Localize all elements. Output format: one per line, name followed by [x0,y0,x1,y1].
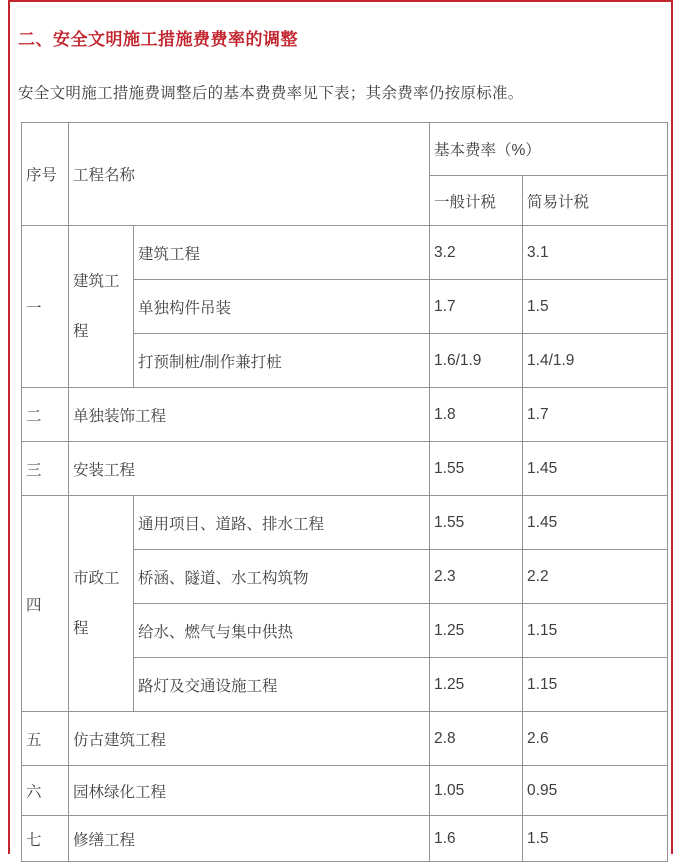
table-row [22,816,668,862]
simple-rate-cell: 1.15 [523,604,668,658]
general-rate-cell: 2.3 [430,550,523,604]
general-rate-cell: 3.2 [430,226,523,280]
name-cell: 园林绿化工程 [69,766,430,816]
intro-text: 安全文明施工措施费调整后的基本费费率见下表；其余费率仍按原标准。 [18,85,524,102]
group-cell: 市政工程 [69,496,134,712]
simple-rate-cell: 1.5 [523,816,668,862]
simple-rate-cell: 1.45 [523,496,668,550]
simple-rate-cell: 2.6 [523,712,668,766]
table-row [22,496,668,550]
table-header-row-1 [22,123,668,176]
general-rate-cell: 1.55 [430,496,523,550]
general-rate-cell: 1.7 [430,280,523,334]
serial-cell: 七 [22,816,69,862]
simple-rate-cell: 0.95 [523,766,668,816]
general-rate-cell: 1.8 [430,388,523,442]
general-rate-cell: 1.6/1.9 [430,334,523,388]
table-row [22,388,668,442]
page-frame [8,0,673,854]
serial-cell: 三 [22,442,69,496]
name-cell: 单独装饰工程 [69,388,430,442]
header-project-name: 工程名称 [69,123,430,226]
general-rate-cell: 1.05 [430,766,523,816]
name-cell: 仿古建筑工程 [69,712,430,766]
general-rate-cell: 2.8 [430,712,523,766]
name-cell: 打预制桩/制作兼打桩 [134,334,430,388]
name-cell: 通用项目、道路、排水工程 [134,496,430,550]
simple-rate-cell: 1.45 [523,442,668,496]
simple-rate-cell: 3.1 [523,226,668,280]
general-rate-cell: 1.25 [430,658,523,712]
general-rate-cell: 1.55 [430,442,523,496]
serial-cell: 六 [22,766,69,816]
group-cell: 建筑工程 [69,226,134,388]
header-simple-tax: 简易计税 [523,176,668,226]
serial-cell: 五 [22,712,69,766]
name-cell: 修缮工程 [69,816,430,862]
header-general-tax: 一般计税 [430,176,523,226]
table-row [22,226,668,280]
name-cell: 安装工程 [69,442,430,496]
section-heading: 二、安全文明施工措施费费率的调整 [18,30,298,49]
simple-rate-cell: 2.2 [523,550,668,604]
table-row [22,766,668,816]
serial-cell: 一 [22,226,69,388]
header-base-rate: 基本费率（%） [430,123,668,176]
simple-rate-cell: 1.7 [523,388,668,442]
fee-rate-table [21,122,668,862]
header-serial: 序号 [22,123,69,226]
simple-rate-cell: 1.4/1.9 [523,334,668,388]
general-rate-cell: 1.25 [430,604,523,658]
page-content [10,25,671,862]
name-cell: 建筑工程 [134,226,430,280]
table-row [22,712,668,766]
serial-cell: 四 [22,496,69,712]
general-rate-cell: 1.6 [430,816,523,862]
name-cell: 单独构件吊装 [134,280,430,334]
name-cell: 路灯及交通设施工程 [134,658,430,712]
name-cell: 给水、燃气与集中供热 [134,604,430,658]
serial-cell: 二 [22,388,69,442]
simple-rate-cell: 1.15 [523,658,668,712]
simple-rate-cell: 1.5 [523,280,668,334]
table-row [22,442,668,496]
name-cell: 桥涵、隧道、水工构筑物 [134,550,430,604]
